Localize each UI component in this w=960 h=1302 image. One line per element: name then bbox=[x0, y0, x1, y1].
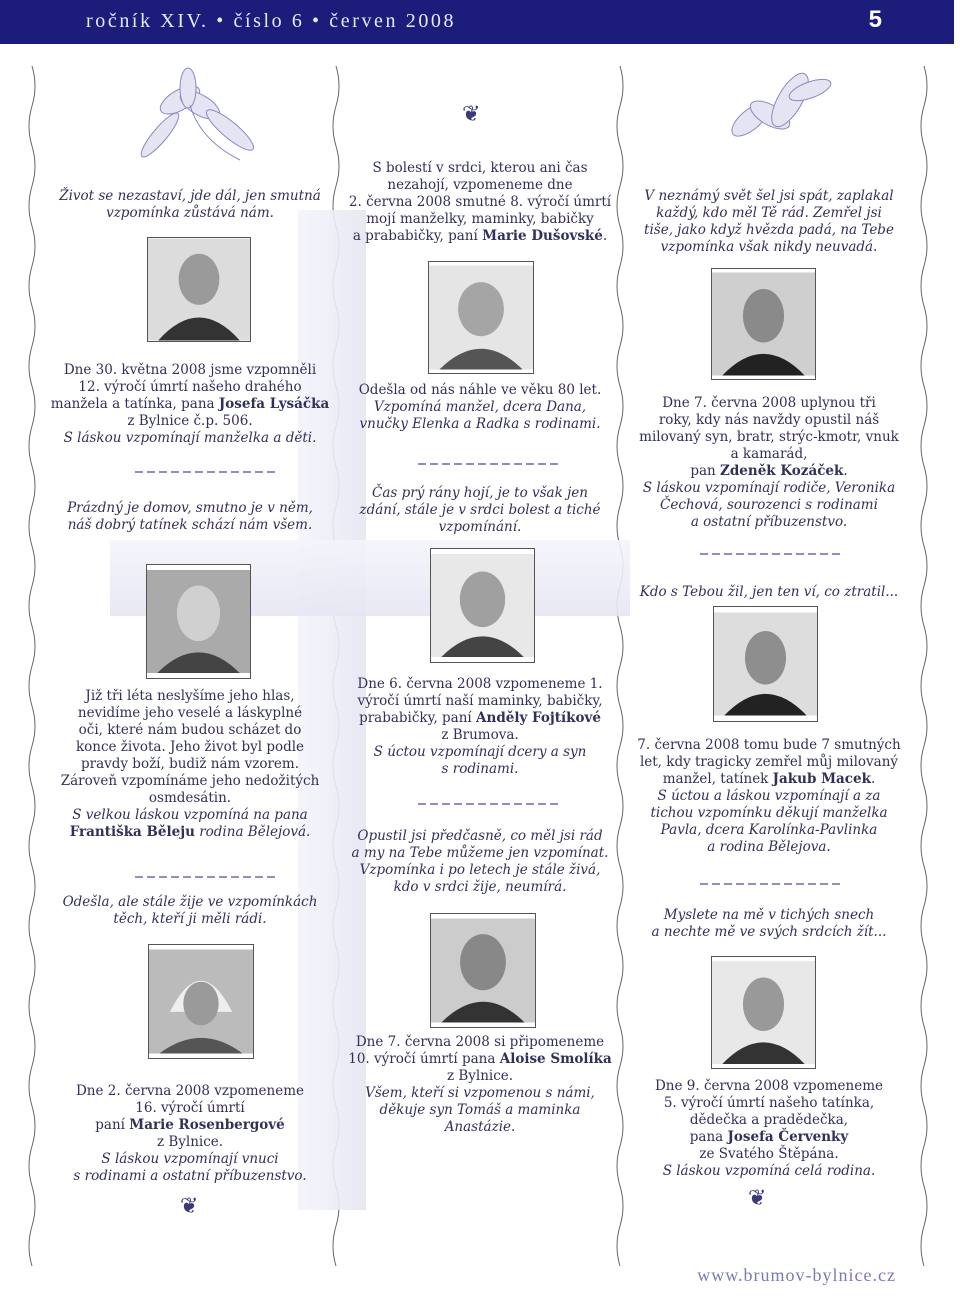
text-line: Dne 2. června 2008 vzpomeneme bbox=[75, 1083, 305, 1099]
memorial-verse bbox=[340, 485, 620, 536]
ornament-icon: ❦ bbox=[748, 1186, 767, 1211]
text-line: Odešla, ale stále žije ve vzpomínkách bbox=[62, 894, 318, 910]
text-line: s rodinami a ostatní příbuzenstvo. bbox=[73, 1168, 307, 1184]
text-line: a ostatní příbuzenstvo. bbox=[690, 514, 848, 530]
text-line: vnučky Elenka a Radka s rodinami. bbox=[359, 416, 601, 432]
text-line: z Bylnice č.p. 506. bbox=[127, 413, 253, 429]
deceased-name: Aloise Smolíka bbox=[499, 1051, 612, 1067]
text-line: 10. výročí úmrtí pana bbox=[348, 1051, 500, 1067]
text-line: Život se nezastaví, jde dál, jen smutná bbox=[59, 188, 321, 204]
memorial-verse bbox=[624, 907, 914, 941]
memorial-verse bbox=[340, 828, 620, 896]
text-line: pana bbox=[689, 1129, 728, 1145]
text-line: z Bylnice. bbox=[446, 1068, 514, 1084]
ornament-icon: ❦ bbox=[180, 1194, 199, 1219]
divider-ornament bbox=[700, 880, 840, 888]
text-line: 2. června 2008 smutné 8. výročí úmrtí bbox=[348, 194, 612, 210]
text-line: milovaný syn, bratr, strýc-kmotr, vnuk bbox=[639, 429, 899, 445]
text-line: Dne 30. května 2008 jsme vzpomněli bbox=[63, 362, 317, 378]
divider-ornament bbox=[418, 460, 558, 468]
text-line: S bolestí v srdci, kterou ani čas bbox=[372, 160, 588, 176]
text-line: dědečka a pradědečka, bbox=[689, 1112, 849, 1128]
text-line: Všem, kteří si vzpomenou s námi, bbox=[365, 1085, 595, 1101]
portrait-photo bbox=[711, 956, 816, 1069]
text-line: Dne 6. června 2008 vzpomeneme 1. bbox=[357, 676, 603, 692]
text-line: Myslete na mě v tichých snech bbox=[663, 907, 875, 923]
text-line: a prababičky, paní bbox=[352, 228, 483, 244]
portrait-photo bbox=[147, 237, 251, 342]
page-number: 5 bbox=[868, 6, 882, 33]
text-line: vzpomínka však nikdy neuvadá. bbox=[660, 239, 878, 255]
flower-ornament-left bbox=[100, 60, 280, 170]
text-line: a nechte mě ve svých srdcích žít... bbox=[651, 924, 887, 940]
text-line: V neznámý svět šel jsi spát, zaplakal bbox=[644, 188, 894, 204]
text-line: Pavla, dcera Karolínka-Pavlinka bbox=[660, 822, 878, 838]
text-line: děkuje syn Tomáš a maminka bbox=[379, 1102, 581, 1118]
deceased-name: Josefa Lysáčka bbox=[218, 396, 330, 412]
text-line: 12. výročí úmrtí našeho drahého bbox=[78, 379, 302, 395]
text-line: vzpomínání. bbox=[438, 519, 522, 535]
text-line: 5. výročí úmrtí našeho tatínka, bbox=[663, 1095, 875, 1111]
memorial-notice bbox=[50, 688, 330, 841]
text-line: každý, kdo měl Tě rád. Zemřel jsi bbox=[656, 205, 882, 221]
memorial-verse bbox=[50, 500, 330, 534]
text-line: S velkou láskou vzpomíná na pana bbox=[72, 807, 308, 823]
memorial-notice bbox=[340, 382, 620, 433]
text-line: Již tři léta neslyšíme jeho hlas, bbox=[85, 688, 295, 704]
text-line: . bbox=[843, 463, 848, 479]
text-line: mojí manželky, maminky, babičky bbox=[366, 211, 594, 227]
divider-ornament bbox=[418, 800, 558, 808]
text-line: . bbox=[870, 771, 876, 787]
flower-ornament-right bbox=[700, 60, 850, 170]
text-line: konce života. Jeho život byl podle bbox=[75, 739, 305, 755]
text-line: manžel, tatínek bbox=[662, 771, 773, 787]
text-line: Vzpomínka i po letech je stále živá, bbox=[359, 862, 601, 878]
text-line: roky, kdy nás navždy opustil náš bbox=[658, 412, 880, 428]
deceased-name: Marie Rosenbergové bbox=[129, 1117, 285, 1133]
memorial-notice bbox=[340, 1034, 620, 1136]
memorial-notice bbox=[624, 1078, 914, 1180]
text-line: Dne 7. června 2008 uplynou tři bbox=[662, 395, 876, 411]
text-line: S láskou vzpomínají manželka a děti. bbox=[63, 430, 317, 446]
text-line: Prázdný je domov, smutno je v něm, bbox=[67, 500, 313, 516]
text-line: tiše, jako když hvězda padá, na Tebe bbox=[644, 222, 894, 238]
deceased-name: Anděly Fojtíkové bbox=[476, 710, 601, 726]
text-line: S láskou vzpomínají vnuci bbox=[101, 1151, 279, 1167]
text-line: S láskou vzpomíná celá rodina. bbox=[662, 1163, 876, 1179]
text-line: Čechová, sourozenci s rodinami bbox=[660, 497, 878, 513]
memorial-verse bbox=[50, 188, 330, 222]
ornament-icon: ❦ bbox=[462, 102, 481, 127]
text-line: a rodina Bělejova. bbox=[707, 839, 831, 855]
deceased-name: Jakub Macek bbox=[772, 771, 871, 787]
text-line: Čas prý rány hojí, je to však jen bbox=[372, 485, 588, 501]
text-line: nezahojí, vzpomeneme dne bbox=[387, 177, 573, 193]
text-line: z Bylnice. bbox=[156, 1134, 224, 1150]
text-line: Kdo s Tebou žil, jen ten ví, co ztratil... bbox=[639, 584, 899, 600]
text-line: těch, kteří ji měli rádi. bbox=[113, 911, 267, 927]
text-line: náš dobrý tatínek schází nám všem. bbox=[67, 517, 313, 533]
text-line: prababičky, paní bbox=[359, 710, 477, 726]
text-line: s rodinami. bbox=[441, 761, 519, 777]
portrait-photo bbox=[711, 268, 816, 380]
deceased-name: Marie Dušovské bbox=[482, 228, 603, 244]
deceased-name: Josefa Červenky bbox=[727, 1129, 849, 1145]
text-line: S úctou vzpomínají dcery a syn bbox=[373, 744, 587, 760]
text-line: a my na Tebe můžeme jen vzpomínat. bbox=[351, 845, 609, 861]
deceased-name: Františka Běleju bbox=[69, 824, 195, 840]
header-edge bbox=[954, 0, 960, 44]
memorial-notice bbox=[50, 362, 330, 447]
text-line: Opustil jsi předčasně, co měl jsi rád bbox=[357, 828, 603, 844]
text-line: let, kdy tragicky zemřel můj milovaný bbox=[639, 754, 899, 770]
page-header bbox=[0, 0, 960, 44]
text-line: výročí úmrtí naší maminky, babičky, bbox=[357, 693, 603, 709]
text-line: oči, které nám budou scházet do bbox=[78, 722, 302, 738]
memorial-verse bbox=[624, 188, 914, 256]
text-line: rodina Bělejová. bbox=[194, 824, 311, 840]
text-line: Dne 9. června 2008 vzpomeneme bbox=[654, 1078, 884, 1094]
text-line: pravdy boží, budiž nám vzorem. bbox=[80, 756, 300, 772]
memorial-notice bbox=[50, 1083, 330, 1185]
text-line: vzpomínka zůstává nám. bbox=[106, 205, 274, 221]
text-line: manžela a tatínka, pana bbox=[50, 396, 219, 412]
text-line: z Brumova. bbox=[441, 727, 519, 743]
memorial-notice bbox=[340, 676, 620, 778]
text-line: kdo v srdci žije, neumírá. bbox=[393, 879, 567, 895]
text-line: ze Svatého Štěpána. bbox=[699, 1146, 839, 1162]
text-line: S láskou vzpomínají rodiče, Veronika bbox=[642, 480, 896, 496]
text-line: nevidíme jeho veselé a láskyplné bbox=[77, 705, 303, 721]
text-line: Vzpomíná manžel, dcera Dana, bbox=[373, 399, 587, 415]
wavy-divider-right bbox=[918, 66, 930, 1266]
website-url[interactable]: www.brumov-bylnice.cz bbox=[697, 1265, 896, 1285]
memorial-notice bbox=[340, 160, 620, 245]
portrait-photo bbox=[428, 261, 534, 374]
portrait-photo bbox=[430, 548, 535, 663]
text-line: pan bbox=[690, 463, 721, 479]
text-line: Zároveň vzpomínáme jeho nedožitých bbox=[60, 773, 320, 789]
text-line: Dne 7. června 2008 si připomeneme bbox=[355, 1034, 605, 1050]
portrait-photo bbox=[430, 913, 536, 1028]
divider-ornament bbox=[135, 468, 275, 476]
text-line: . bbox=[602, 228, 608, 244]
issue-info: ročník XIV. • číslo 6 • červen 2008 bbox=[86, 10, 457, 32]
text-line: Odešla od nás náhle ve věku 80 let. bbox=[358, 382, 602, 398]
memorial-verse bbox=[624, 584, 914, 601]
text-line: 7. června 2008 tomu bude 7 smutných bbox=[637, 737, 901, 753]
memorial-notice bbox=[624, 737, 914, 856]
text-line: tichou vzpomínku děkují manželka bbox=[650, 805, 888, 821]
portrait-photo bbox=[148, 944, 254, 1059]
text-line: Anastázie. bbox=[444, 1119, 516, 1135]
text-line: paní bbox=[95, 1117, 130, 1133]
memorial-verse bbox=[50, 894, 330, 928]
text-line: 16. výročí úmrtí bbox=[135, 1100, 245, 1116]
memorial-notice bbox=[624, 395, 914, 531]
divider-ornament bbox=[700, 550, 840, 558]
text-line: osmdesátin. bbox=[148, 790, 232, 806]
text-line: S úctou a láskou vzpomínají a za bbox=[657, 788, 881, 804]
deceased-name: Zdeněk Kozáček bbox=[720, 463, 844, 479]
portrait-photo bbox=[146, 564, 251, 679]
wavy-divider-left bbox=[26, 66, 38, 1266]
text-line: a kamarád, bbox=[730, 446, 808, 462]
portrait-photo bbox=[713, 606, 818, 722]
text-line: zdání, stále je v srdci bolest a tiché bbox=[359, 502, 601, 518]
divider-ornament bbox=[135, 873, 275, 881]
